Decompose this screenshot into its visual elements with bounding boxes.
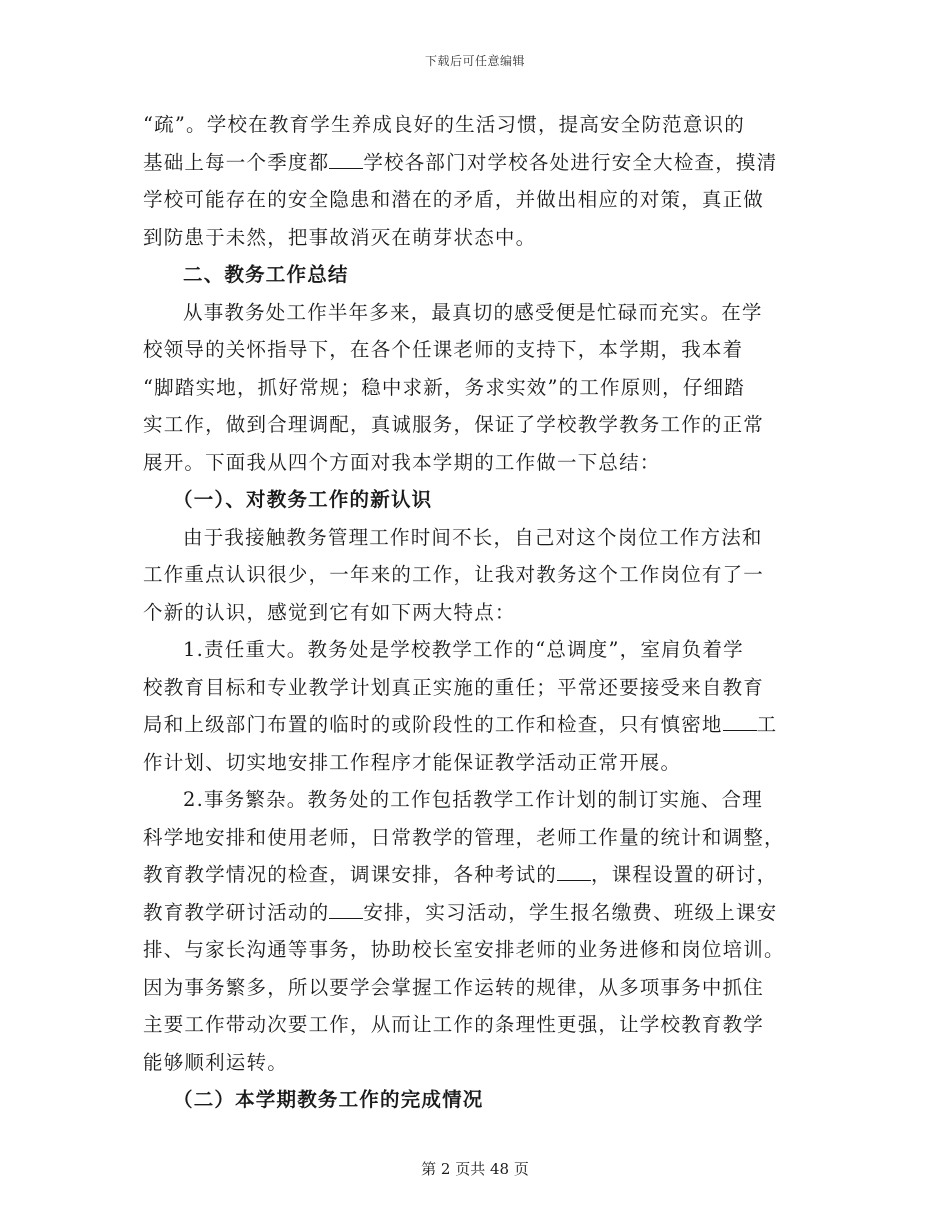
document-body xyxy=(143,106,799,1119)
text-line: 主要工作带动次要工作，从而让工作的条理性更强，让学校教育教学 xyxy=(143,1013,765,1036)
text-line: 排、与家长沟通等事务，协助校长室安排老师的业务进修和岗位培训。 xyxy=(143,938,785,961)
fill-blank xyxy=(557,864,591,881)
text-line xyxy=(143,706,799,744)
text-line: 作计划、切实地安排工作程序才能保证教学活动正常开展。 xyxy=(143,750,682,774)
text-segment: 学校各部门对学校各处进行安全大检查，摸清 xyxy=(363,150,778,174)
text-line: 由于我接触教务管理工作时间不长，自己对这个岗位工作方法和 xyxy=(183,525,763,549)
text-line: 到防患于未然，把事故消灭在萌芽状态中。 xyxy=(143,225,537,249)
subsection-heading: （二）本学期教务工作的完成情况 xyxy=(173,1088,484,1111)
text-line: “脚踏实地，抓好常规；稳中求新，务求实效”的工作原则，仔细踏 xyxy=(143,375,745,399)
text-segment: 工 xyxy=(756,713,778,736)
text-line: 因为事务繁多，所以要学会掌握工作运转的规律，从多项事务中抓住 xyxy=(143,975,765,999)
section-heading: 二、教务工作总结 xyxy=(183,263,349,286)
text-line xyxy=(143,894,799,932)
text-line: 校领导的关怀指导下，在各个任课老师的支持下，本学期，我本着 xyxy=(143,338,744,361)
text-line: 能够顺利运转。 xyxy=(143,1050,288,1074)
fill-blank xyxy=(329,902,363,919)
text-line: 从事教务处工作半年多来，最真切的感受便是忙碌而充实。在学 xyxy=(183,300,763,324)
text-line: 工作重点认识很少，一年来的工作，让我对教务这个工作岗位有了一 xyxy=(143,563,765,586)
fill-blank xyxy=(329,152,363,169)
text-line: 学校可能存在的安全隐患和潜在的矛盾，并做出相应的对策，真正做 xyxy=(143,188,765,211)
page-header: 下载后可任意编辑 xyxy=(424,54,525,68)
text-line: 展开。下面我从四个方面对我本学期的工作做一下总结： xyxy=(143,450,661,474)
page-footer: 第 2 页共 48 页 xyxy=(421,1160,529,1178)
text-line xyxy=(143,144,799,182)
text-segment: 局和上级部门布置的临时的或阶段性的工作和检查，只有慎密地 xyxy=(143,713,723,736)
text-line: 科学地安排和使用老师，日常教学的管理，老师工作量的统计和调整， xyxy=(143,825,785,849)
text-line: 实工作，做到合理调配，真诚服务，保证了学校教学教务工作的正常 xyxy=(143,413,765,436)
fill-blank xyxy=(723,714,757,731)
text-segment: 教育教学情况的检查，调课安排，各种考试的 xyxy=(143,863,558,886)
text-line: 校教育目标和专业教学计划真正实施的重任；平常还要接受来自教育 xyxy=(143,675,765,699)
text-segment: 基础上每一个季度都 xyxy=(143,150,330,174)
subsection-heading: （一）、对教务工作的新认识 xyxy=(173,488,433,511)
text-line: 个新的认识，感觉到它有如下两大特点： xyxy=(143,600,516,624)
text-segment: 安排，实习活动，学生报名缴费、班级上课安 xyxy=(363,900,778,924)
text-line xyxy=(143,856,799,894)
text-line: 2.事务繁杂。教务处的工作包括教学工作计划的制订实施、合理 xyxy=(183,788,763,811)
text-segment: ，课程设置的研讨， xyxy=(591,863,778,886)
text-line: “疏”。学校在教育学生养成良好的生活习惯，提高安全防范意识的 xyxy=(143,113,745,136)
text-line: 1.责任重大。教务处是学校教学工作的“总调度”，室肩负着学 xyxy=(183,638,744,661)
text-segment: 教育教学研讨活动的 xyxy=(143,900,330,924)
